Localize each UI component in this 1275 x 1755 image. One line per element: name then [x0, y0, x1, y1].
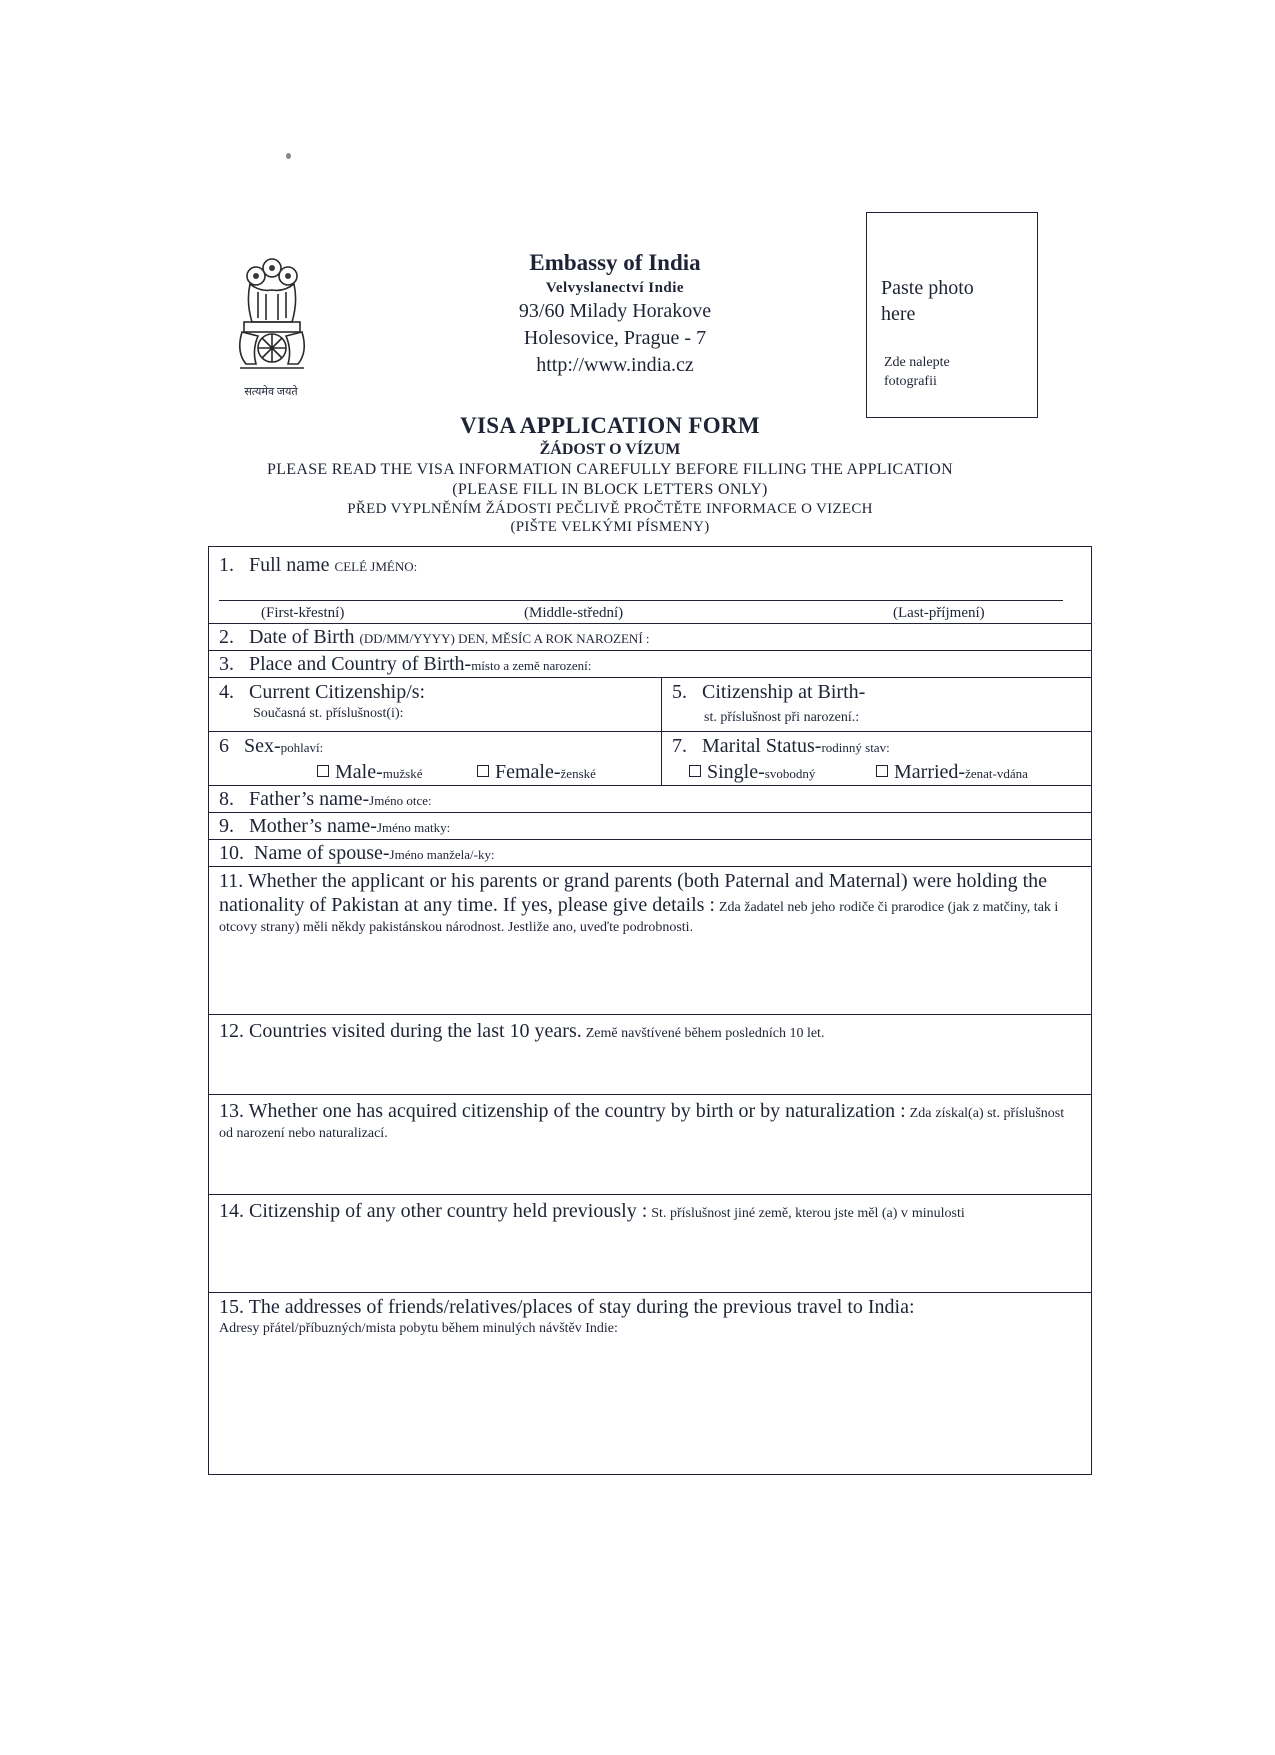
photo-box[interactable]: [866, 212, 1038, 418]
instruction-1: PLEASE READ THE VISA INFORMATION CAREFULLY BEFORE FILLING THE APPLICATION: [267, 461, 953, 478]
scan-speck: [286, 153, 291, 159]
q6-label: Sex-: [244, 735, 281, 757]
q8-number: 8.: [219, 788, 234, 810]
q12-text: 12. Countries visited during the last 10 years.: [219, 1020, 582, 1042]
q14-text-cz-2: minulosti: [911, 1206, 965, 1221]
instruction-2-cz: (PIŠTE VELKÝMI PÍSMENY): [510, 519, 710, 535]
married-label: Married-: [894, 761, 966, 783]
q4-label: Current Citizenship/s:: [249, 681, 426, 703]
form-title-block: [180, 412, 1040, 536]
checkbox-icon: [317, 765, 329, 777]
q4-number: 4.: [219, 681, 234, 703]
q3-number: 3.: [219, 653, 234, 675]
single-label-cz: svobodný: [764, 766, 816, 781]
name-underline: [219, 600, 1063, 601]
single-label: Single-: [707, 761, 765, 783]
field-fathers-name[interactable]: [209, 786, 1091, 813]
field-citizenship-acquired[interactable]: [209, 1095, 1091, 1195]
q14-text-cz-1: St. příslušnost jiné země, kterou jste měl (a) v: [651, 1206, 908, 1221]
married-label-cz: ženat-vdána: [965, 766, 1028, 781]
q6-label-cz: pohlaví:: [280, 740, 324, 755]
q11-text: 11. Whether the applicant or his parents or grand parents (both Paternal and Maternal) were holding the nationality of Pakistan at any time. If yes, please give details :: [219, 870, 1048, 916]
q4-label-cz: Současná st. příslušnost(i):: [253, 706, 404, 721]
q8-label-cz: Jméno otce:: [369, 793, 432, 808]
male-label: Male-: [335, 761, 383, 783]
q10-number: 10.: [219, 842, 244, 864]
embassy-name-cz: Velvyslanectví Indie: [545, 280, 685, 296]
q1-label-cz: CELÉ JMÉNO:: [334, 559, 418, 574]
q7-label: Marital Status-: [702, 735, 822, 757]
q3-label-cz: místo a země narození:: [471, 658, 592, 673]
field-marital-status: [661, 732, 1091, 785]
emblem-motto: सत्यमेव जयते: [244, 386, 298, 398]
form-title-cz: ŽÁDOST O VÍZUM: [539, 441, 681, 458]
last-name-label: (Last-příjmení): [893, 605, 985, 621]
middle-name-label: (Middle-střední): [524, 605, 624, 621]
q9-label: Mother’s name-: [249, 815, 377, 837]
q12-text-cz: Země navštívené během posledních 10 let.: [585, 1026, 825, 1041]
instruction-1-cz: PŘED VYPLNĚNÍM ŽÁDOSTI PEČLIVĚ PROČTĚTE INFORMACE O VIZECH: [347, 501, 873, 517]
checkbox-male[interactable]: [317, 760, 422, 786]
q11-text-cz-1: Zda žadatel neb jeho: [718, 900, 836, 915]
form-title: VISA APPLICATION FORM: [460, 413, 760, 438]
q13-text-cz-1: Zda: [909, 1106, 932, 1121]
embassy-header: [430, 248, 800, 379]
q6-number: 6: [219, 735, 229, 757]
q2-label-cz: (DD/MM/YYYY) DEN, MĚSÍC A ROK NAROZENÍ :: [359, 631, 650, 646]
row-citizenship: [209, 678, 1091, 732]
field-mothers-name[interactable]: [209, 813, 1091, 840]
address-line-2: Holesovice, Prague - 7: [523, 327, 707, 349]
q5-label: Citizenship at Birth-: [702, 681, 866, 703]
q9-label-cz: Jméno matky:: [376, 820, 451, 835]
address-line-1: 93/60 Milady Horakove: [518, 300, 712, 322]
q13-text-cz-2: získal(a) st. příslušnost od narození nebo naturalizací.: [219, 1106, 1065, 1141]
field-place-of-birth[interactable]: [209, 651, 1091, 678]
q10-label: Name of spouse-: [254, 842, 390, 864]
checkbox-icon: [689, 765, 701, 777]
q14-text: 14. Citizenship of any other country held previously :: [219, 1200, 648, 1222]
female-label-cz: ženské: [560, 766, 596, 781]
q15-text: 15. The addresses of friends/relatives/places of stay during the previous travel to India:: [219, 1296, 915, 1318]
checkbox-married[interactable]: [876, 760, 1028, 786]
q11-text-cz-2: rodiče či prarodice (jak z matčiny, tak i otcovy strany) měli někdy pakistánskou národnost. Jestliže ano, uveďte podrobnosti.: [219, 900, 1059, 935]
field-previous-citizenship[interactable]: [209, 1195, 1091, 1293]
application-form: [208, 546, 1092, 1475]
field-current-citizenship[interactable]: [209, 678, 661, 731]
q8-label: Father’s name-: [249, 788, 370, 810]
field-countries-visited[interactable]: [209, 1015, 1091, 1095]
q9-number: 9.: [219, 815, 234, 837]
field-citizenship-at-birth[interactable]: [661, 678, 1091, 731]
field-full-name[interactable]: [209, 547, 1091, 624]
q15-text-cz: Adresy přátel/příbuzných/mista pobytu během minulých návštěv Indie:: [219, 1321, 618, 1336]
field-date-of-birth[interactable]: [209, 624, 1091, 651]
checkbox-icon: [477, 765, 489, 777]
q2-number: 2.: [219, 626, 234, 648]
instruction-2: (PLEASE FILL IN BLOCK LETTERS ONLY): [452, 481, 768, 498]
checkbox-female[interactable]: [477, 760, 596, 786]
field-previous-addresses[interactable]: [209, 1293, 1091, 1474]
q3-label: Place and Country of Birth-: [249, 653, 472, 675]
field-pakistan-nationality[interactable]: [209, 867, 1091, 1015]
lion-capital-icon: [232, 252, 312, 382]
photo-label: Paste photo here: [881, 277, 974, 325]
field-spouse-name[interactable]: [209, 840, 1091, 867]
q10-label-cz: Jméno manžela/-ky:: [389, 847, 495, 862]
checkbox-icon: [876, 765, 888, 777]
q5-number: 5.: [672, 681, 687, 703]
row-sex-marital: [209, 732, 1091, 786]
q7-label-cz: rodinný stav:: [821, 740, 890, 755]
embassy-name: Embassy of India: [529, 250, 701, 275]
photo-label-cz: Zde nalepte fotografii: [884, 355, 950, 389]
q1-label: Full name: [249, 554, 330, 576]
q5-label-cz: st. příslušnost při narození.:: [704, 710, 860, 725]
checkbox-single[interactable]: [689, 760, 815, 786]
q13-text: 13. Whether one has acquired citizenship of the country by birth or by naturalization :: [219, 1100, 906, 1122]
q7-number: 7.: [672, 735, 687, 757]
male-label-cz: mužské: [382, 766, 423, 781]
female-label: Female-: [495, 761, 561, 783]
first-name-label: (First-křestní): [261, 605, 345, 621]
website: http://www.india.cz: [536, 354, 694, 376]
national-emblem: [232, 252, 322, 407]
q1-number: 1.: [219, 554, 234, 576]
field-sex: [209, 732, 661, 785]
q2-label: Date of Birth: [249, 626, 355, 648]
